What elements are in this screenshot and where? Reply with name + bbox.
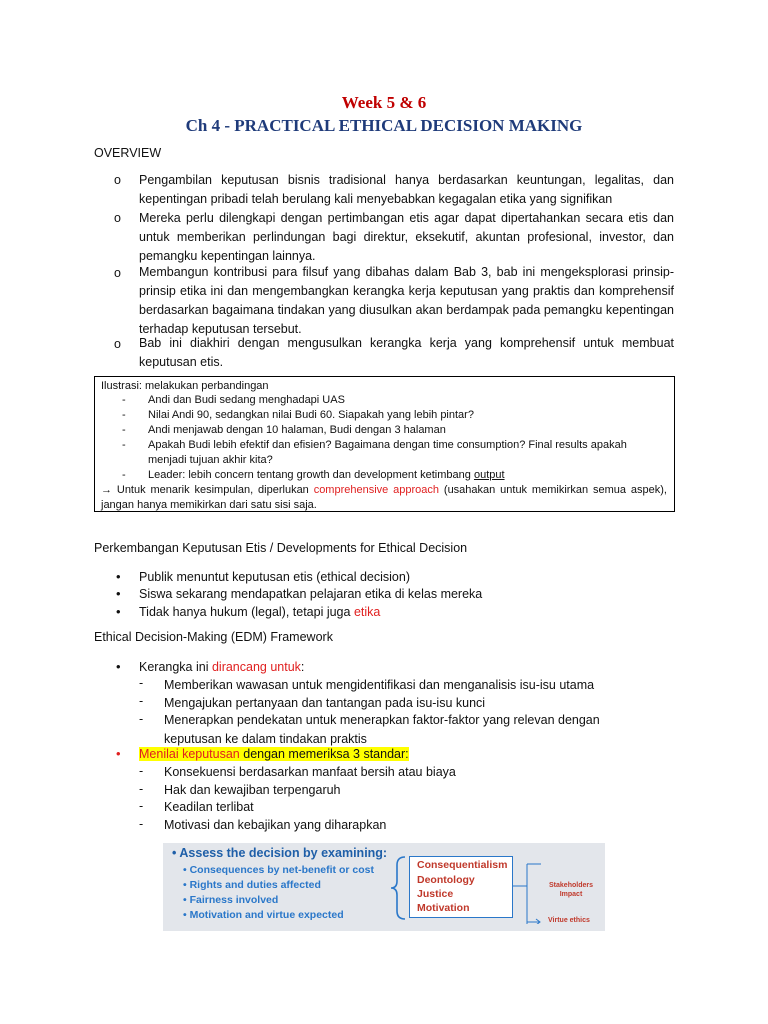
edm-sub-2: Mengajukan pertanyaan dan tantangan pada isu-isu kunci [164, 696, 486, 710]
edm-sub-1: Memberikan wawasan untuk mengidentifikasi dan menganalisis isu-isu utama [164, 678, 595, 692]
illustration-item-3: Andi menjawab dengan 10 halaman, Budi dengan 3 halaman [148, 424, 446, 436]
edm-heading: Ethical Decision-Making (EDM) Framework [94, 630, 333, 644]
figure-item-2: • Rights and duties affected [183, 879, 321, 891]
illustration-dash: - [122, 409, 126, 421]
leader-text: Leader: lebih concern tentang growth dan development ketimbang [148, 469, 474, 481]
illustration-dash: - [122, 439, 126, 451]
illustration-box [94, 376, 675, 512]
illustration-dash: - [122, 394, 126, 406]
edm-bullet-highlight: • [116, 746, 121, 761]
illustration-item-4: Apakah Budi lebih efektif dan efisien? Bagaimana dengan time consumption? Final results apakah menjadi tujuan akhir kita? [148, 439, 627, 466]
edm-item-2-suffix: dengan memeriksa 3 standar: [239, 747, 409, 761]
theory-justice: Justice [417, 888, 454, 900]
illustration-item-5 [148, 468, 505, 483]
edm-sub-5: Hak dan kewajiban terpengaruh [164, 783, 341, 797]
edm-dash: - [139, 676, 144, 690]
edm-item-1 [139, 658, 304, 677]
edm-dash: - [139, 782, 144, 796]
overview-bullet-2: o [114, 211, 121, 225]
edm-dash: - [139, 694, 144, 708]
illustration-conclusion [101, 483, 667, 513]
conclusion-prefix: → Untuk menarik kesimpulan, diperlukan [101, 484, 314, 496]
edm-item-1-prefix: Kerangka ini [139, 660, 212, 674]
edm-dash: - [139, 764, 144, 778]
assessment-figure [163, 843, 605, 931]
developments-item-3 [139, 603, 380, 622]
edm-bullet: • [116, 659, 121, 674]
figure-item-1: • Consequences by net-benefit or cost [183, 864, 374, 876]
overview-item-1: Pengambilan keputusan bisnis tradisional hanya berdasarkan keuntungan, legalitas, dan kepentingan pribadi telah berulang kali menyebabkan kegagalan etika yang signifikan [139, 173, 674, 206]
output-word: output [473, 469, 505, 481]
illustration-dash: - [122, 469, 126, 481]
theory-motivation: Motivation [417, 902, 470, 914]
connector-icon [513, 856, 543, 924]
illustration-item-2: Nilai Andi 90, sedangkan nilai Budi 60. Siapakah yang lebih pintar? [148, 409, 474, 421]
developments-bullet: • [116, 569, 121, 584]
figure-item-4: • Motivation and virtue expected [183, 909, 344, 921]
comprehensive-approach: comprehensive approach [313, 484, 440, 496]
edm-sub-4: Konsekuensi berdasarkan manfaat bersih atau biaya [164, 765, 456, 779]
figure-title: • Assess the decision by examining: [172, 846, 388, 860]
edm-item-2 [139, 745, 409, 764]
developments-item-2: Siswa sekarang mendapatkan pelajaran etika di kelas mereka [139, 587, 483, 601]
overview-bullet-1: o [114, 173, 121, 187]
developments-bullet: • [116, 586, 121, 601]
theory-consequentialism: Consequentialism [417, 859, 508, 871]
edm-dash: - [139, 817, 144, 831]
stakeholders-impact: Stakeholders Impact [549, 882, 593, 898]
conclusion-suffix: (usahakan untuk memikirkan semua aspek), jangan hanya memikirkan dari satu sisi saja. [101, 484, 667, 511]
developments-bullet: • [116, 604, 121, 619]
virtue-ethics: Virtue ethics [548, 917, 590, 924]
theory-box [409, 856, 513, 918]
developments-item-1: Publik menuntut keputusan etis (ethical decision) [139, 570, 410, 584]
overview-bullet-3: o [114, 266, 121, 280]
edm-sub-3: Menerapkan pendekatan untuk menerapkan faktor-faktor yang relevan dengan keputusan ke dalam tindakan praktis [164, 713, 600, 746]
edm-sub-6: Keadilan terlibat [164, 800, 254, 814]
illustration-title: Ilustrasi: melakukan perbandingan [101, 380, 269, 392]
theory-deontology: Deontology [417, 874, 475, 886]
figure-item-3: • Fairness involved [183, 894, 279, 906]
dirancang-untuk: dirancang untuk [211, 660, 301, 674]
developments-item-3-text: Tidak hanya hukum (legal), tetapi juga [139, 605, 354, 619]
overview-label: OVERVIEW [94, 146, 162, 160]
week-title: Week 5 & 6 [341, 93, 427, 112]
edm-dash: - [139, 712, 144, 726]
developments-heading: Perkembangan Keputusan Etis / Developments for Ethical Decision [94, 541, 468, 555]
chapter-title: Ch 4 - PRACTICAL ETHICAL DECISION MAKING [185, 116, 583, 135]
overview-item-3: Membangun kontribusi para filsuf yang dibahas dalam Bab 3, bab ini mengeksplorasi prinsip-prinsip etika ini dan mengembangkan kerangka kerja keputusan yang praktis dan komprehensif berdasarkan bagaimana tindakan yang diusulkan akan berdampak pada pemangku kepentingan terhadap keputusan tersebut. [139, 265, 674, 336]
illustration-dash: - [122, 424, 126, 436]
brace-icon [389, 855, 409, 921]
menilai-keputusan: Menilai keputusan [139, 747, 240, 761]
etika-word: etika [353, 605, 381, 619]
overview-item-4: Bab ini diakhiri dengan mengusulkan kerangka kerja yang komprehensif untuk membuat keputusan etis. [139, 336, 674, 369]
illustration-item-1: Andi dan Budi sedang menghadapi UAS [148, 394, 345, 406]
edm-sub-7: Motivasi dan kebajikan yang diharapkan [164, 818, 387, 832]
overview-bullet-4: o [114, 337, 121, 351]
edm-dash: - [139, 799, 144, 813]
overview-item-2: Mereka perlu dilengkapi dengan pertimbangan etis agar dapat dipertahankan secara etis dan untuk memberikan perlindungan bagi direktur, eksekutif, akuntan profesional, investor, dan pemangku kepentingan lainnya. [139, 211, 674, 263]
edm-item-1-suffix: : [300, 660, 305, 674]
